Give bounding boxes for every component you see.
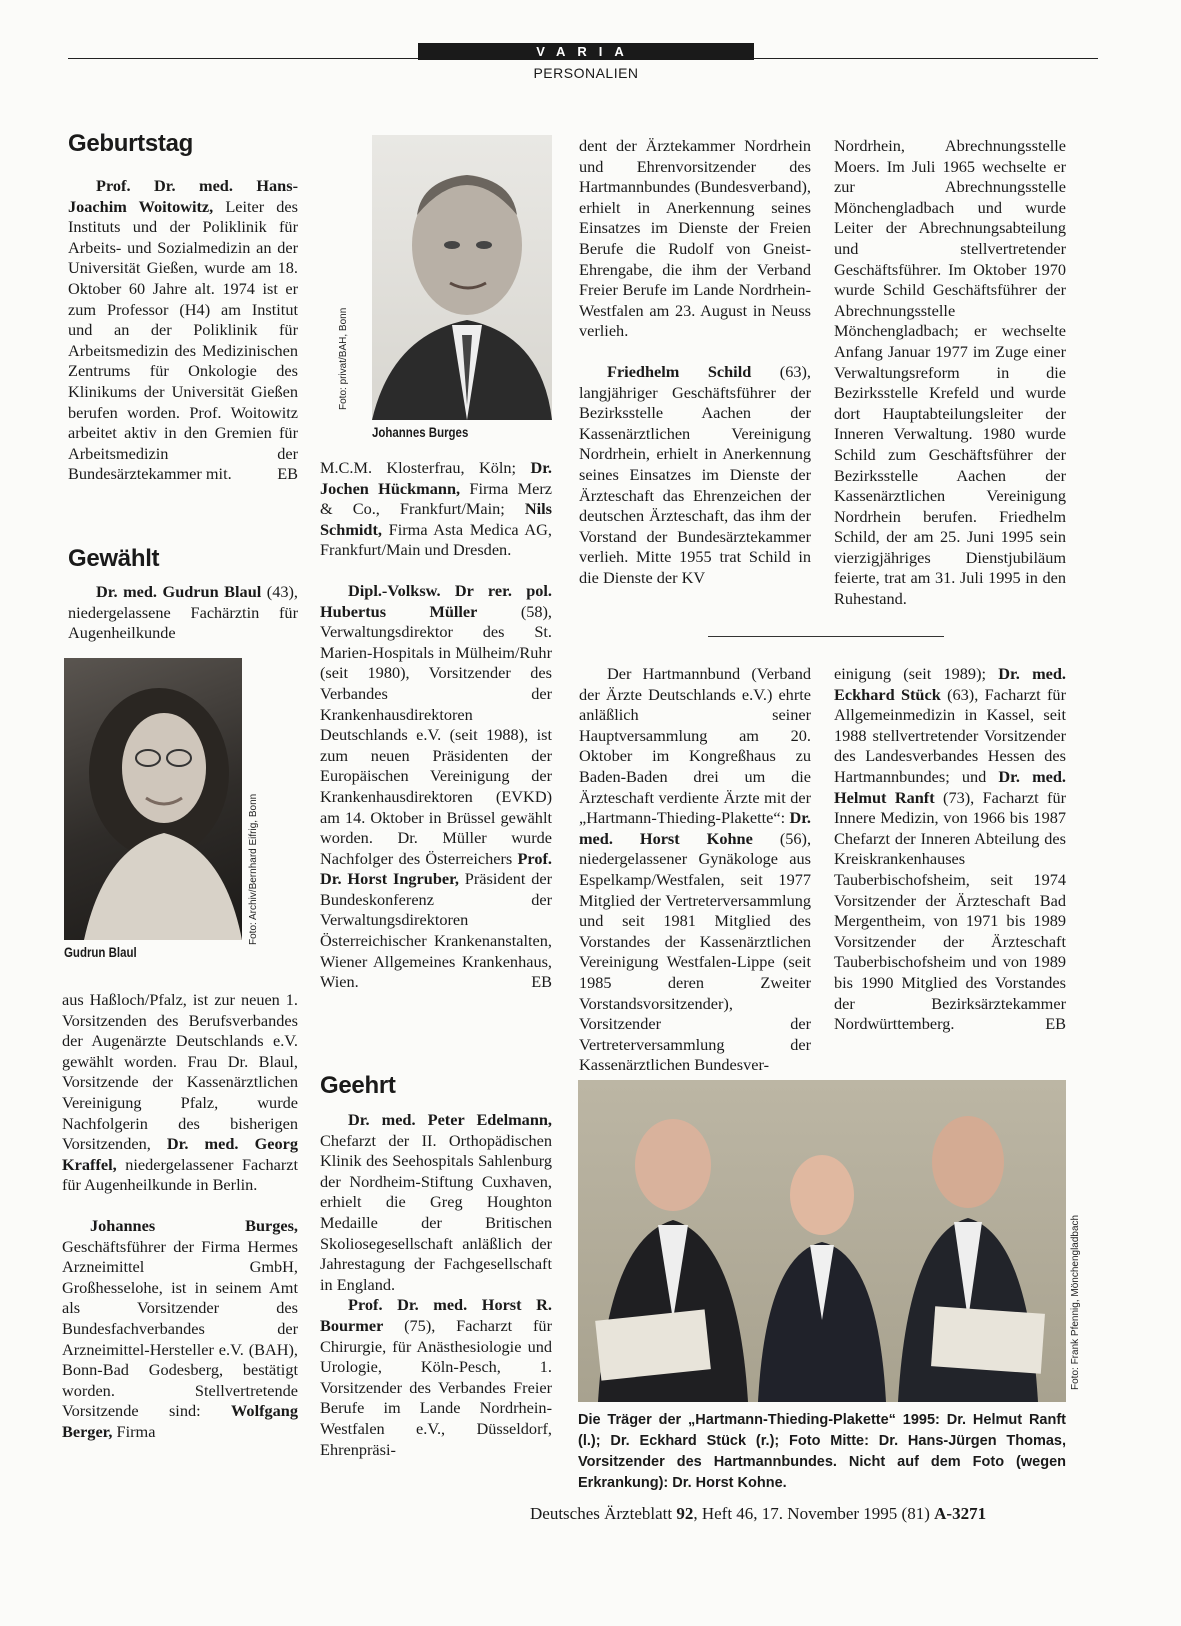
- heading-gewaehlt: Gewählt: [68, 545, 160, 572]
- photo-credit: Foto: Archiv/Bernhard Eifrig, Bonn: [248, 793, 259, 945]
- article-blaul-continued: aus Haßloch/Pfalz, ist zur neuen 1. Vorsitzenden des Berufsverbandes der Augenärzte Deutschlands e.V. gewählt worden. Frau Dr. Blaul, Vorsitzende der Kassenärztlichen Vereinigung Pfalz, wurde Nachfolgerin des bisherigen Vorsitzenden, Dr. med. Georg Kraffel, niedergelassener Facharzt für Augenheilkunde in Berlin. Johannes Burges, Geschäftsführer der Firma Hermes Arzneimittel GmbH, Großhesselohe, ist in seinem Amt als Vorsitzender des Bundesfachverbandes der Arzneimittel-Hersteller e.V. (BAH), Bonn-Bad Godesberg, bestätigt worden. Stellvertretende Vorsitzende sind: Wolfgang Berger, Firma: [62, 990, 298, 1441]
- person-name: Dipl.-Volksw. Dr rer. pol. Hubertus Müller: [320, 580, 552, 621]
- signature: EB: [277, 464, 298, 484]
- photo-credit: Foto: Frank Pfennig, Mönchengladbach: [1070, 1214, 1081, 1390]
- portrait-photo-burges: [372, 135, 552, 420]
- portrait-illustration: [64, 658, 242, 940]
- group-photo-caption: Die Träger der „Hartmann-Thieding-Plakette“ 1995: Dr. Helmut Ranft (l.); Dr. Eckhard Stück (r.); Foto Mitte: Dr. Hans-Jürgen Thomas, Vorsitzender des Hartmannbundes. Nicht auf dem Foto (wegen Erkrankung): Dr. Horst Kohne.: [578, 1412, 1066, 1491]
- volume-number: 92: [676, 1504, 694, 1523]
- person-name: Prof. Dr. med. Hans-Joachim Woitowitz,: [68, 176, 298, 216]
- person-name: Johannes Burges,: [90, 1215, 298, 1235]
- person-name: Dr. med. Peter Edelmann,: [348, 1110, 552, 1129]
- section-divider: [708, 636, 944, 637]
- article-hartmannbund: Der Hartmannbund (Verband der Ärzte Deutschlands e.V.) ehrte anläßlich seiner Hauptversammlung am 20. Oktober im Kongreßhaus zu Baden-Baden drei um die Ärzteschaft verdiente Ärzte mit der „Hartmann-Thieding-Plakette“: Dr. med. Horst Kohne (56), niedergelassener Gynäkologe aus Espelkamp/Westfalen, seit 1977 Mitglied der Vertreterversammlung und seit 1981 Mitglied des Vorstandes der Kassenärztlichen Vereinigung Westfalen-Lippe (seit 1985 deren Zweiter Vorstandsvorsitzender), Vorsitzender der Vertreterversammlung der Kassenärztlichen Bundesver-: [579, 664, 812, 1075]
- photo-caption: Johannes Burges: [372, 424, 469, 440]
- heading-geehrt: Geehrt: [320, 1072, 396, 1099]
- portrait-photo-blaul: [64, 658, 242, 940]
- person-name: Friedhelm Schild: [607, 361, 752, 381]
- photo-credit: Foto: privat/BAH, Bonn: [338, 307, 349, 410]
- article-edelmann: Dr. med. Peter Edelmann, Chefarzt der II. Orthopädischen Klinik des Seehospitals Sahlenburg der Nordheim-Stiftung Cuxhaven, erhielt die Greg Houghton Medaille der Britischen Skoliosegesellschaft anläßlich der Jahrestagung der Fachgesellschaft in England. Prof. Dr. med. Horst R. Bourmer (75), Facharzt für Chirurgie, für Anästhesiologie und Urologie, Köln-Pesch, 1. Vorsitzender des Verbandes Freier Berufe im Lande Nordrhein-Westfalen e.V., Düsseldorf, Ehrenpräsi-: [320, 1110, 552, 1459]
- signature: EB: [1045, 1014, 1066, 1034]
- photo-caption: Gudrun Blaul: [64, 944, 137, 960]
- group-photo: [578, 1080, 1066, 1402]
- signature: EB: [531, 972, 552, 992]
- person-name: Nils Schmidt,: [320, 499, 552, 539]
- portrait-illustration: [372, 135, 552, 420]
- person-name: Prof. Dr. Horst Ingruber,: [320, 848, 552, 889]
- group-photo-illustration: [578, 1080, 1066, 1402]
- person-name: Prof. Dr. med. Horst R. Bourmer: [320, 1295, 552, 1335]
- article-woitowitz: Prof. Dr. med. Hans-Joachim Woitowitz, Leiter des Instituts und der Poliklinik für Arbeits- und Sozialmedizin an der Universität Gießen, wurde am 18. Oktober 60 Jahre alt. 1974 ist er zum Professor (H4) am Institut und an der Poliklinik für Arbeitsmedizin des Medizinischen Zentrums für Onkologie des Klinikums der Universität Gießen berufen worden. Prof. Woitowitz arbeitet aktiv in den Gremien für Arbeitsmedizin der Bundesärztekammer mit. EB: [68, 176, 298, 484]
- person-name: Dr. med. Helmut Ranft: [834, 766, 1066, 807]
- article-schild-continued: Nordrhein, Abrechnungsstelle Moers. Im Juli 1965 wechselte er zur Abrechnungsstelle Mönchengladbach und wurde Leiter der Abrechnungsabteilung und stellvertretender Geschäftsführer. Im Oktober 1970 wurde Schild Geschäftsführer der Abrechnungsstelle Mönchengladbach; er wechselte Anfang Januar 1977 im Zuge einer Verwaltungsreform in die Bezirksstelle Krefeld und wurde dort Hauptabteilungsleiter der Inneren Verwaltung. 1980 wurde Schild zum Geschäftsführer der Bezirksstelle Aachen der Kassenärztlichen Vereinigung Nordrhein berufen. Friedhelm Schild, der am 25. Juni 1995 sein vierzigjähriges Dienstjubiläum feierte, trat am 31. Juli 1995 in den Ruhestand.: [834, 136, 1066, 609]
- person-name: Dr. med. Horst Kohne: [579, 808, 811, 848]
- article-blaul: Dr. med. Gudrun Blaul (43), niedergelassene Fachärztin für Augenheilkunde: [68, 582, 299, 643]
- person-name: Dr. med. Gudrun Blaul: [96, 582, 262, 601]
- section-label: VARIA: [418, 43, 754, 60]
- subsection-label: PERSONALIEN: [533, 65, 639, 81]
- article-hartmannbund-continued: einigung (seit 1989); Dr. med. Eckhard Stück (63), Facharzt für Allgemeinmedizin in Kassel, seit 1988 stellvertretender Vorsitzender des Landesverbandes Hessen des Hartmannbundes; und Dr. med. Helmut Ranft (73), Facharzt für Innere Medizin, von 1966 bis 1987 Chefarzt der Inneren Abteilung des Kreiskrankenhauses Tauberbischofsheim, seit 1974 Vorsitzender der Ärzteschaft Bad Mergentheim, von 1971 bis 1989 Vorsitzender der Ärzteschaft Tauberbischofsheim und von 1989 bis 1990 Mitglied des Vorstandes der Bezirksärztekammer Nordwürttemberg. EB: [834, 664, 1067, 1034]
- page-number: A-3271: [934, 1504, 987, 1523]
- heading-geburtstag: Geburtstag: [68, 130, 194, 157]
- person-name: Wolfgang Berger,: [62, 1401, 298, 1441]
- person-name: Dr. med. Eckhard Stück: [834, 664, 1066, 704]
- person-name: Dr. med. Georg Kraffel,: [62, 1134, 298, 1174]
- article-berger-continued: M.C.M. Klosterfrau, Köln; Dr. Jochen Hückmann, Firma Merz & Co., Frankfurt/Main; Nils Schmidt, Firma Asta Medica AG, Frankfurt/Main und Dresden. Dipl.-Volksw. Dr rer. pol. Hubertus Müller (58), Verwaltungsdirektor des St. Marien-Hospitals in Mülheim/Ruhr (seit 1980), Vorsitzender des Verbandes der Krankenhausdirektoren Deutschlands e.V. (seit 1988), ist zum neuen Präsidenten der Europäischen Vereinigung der Krankenhausdirektoren (EVKD) am 14. Oktober in Brüssel gewählt worden. Dr. Müller wurde Nachfolger des Österreichers Prof. Dr. Horst Ingruber, Präsident der Bundeskonferenz der Verwaltungsdirektoren Österreichischer Krankenanstalten, Wiener Allgemeines Krankenhaus, Wien. EB: [320, 458, 553, 992]
- page-footer: Deutsches Ärzteblatt 92, Heft 46, 17. November 1995 (81) A-3271: [530, 1504, 987, 1523]
- person-name: Dr. Jochen Hückmann,: [320, 458, 552, 498]
- article-bourmer-continued: dent der Ärztekammer Nordrhein und Ehrenvorsitzender des Hartmannbundes (Bundesverband), erhielt in Anerkennung seines Einsatzes im Dienste der Freien Berufe die Rudolf von Gneist-Ehrengabe, die ihm der Verband Freier Berufe im Lande Nordrhein-Westfalen am 23. August in Neuss verlieh. Friedhelm Schild (63), langjähriger Geschäftsführer der Bezirksstelle Aachen der Kassenärztlichen Vereinigung Nordrhein, erhielt in Anerkennung seines Einsatzes im Dienste der Ärzteschaft das Ehrenzeichen der deutschen Ärzteschaft, das ihm der Vorstand der Bundesärztekammer verlieh. Mitte 1955 trat Schild in die Dienste der KV: [579, 136, 811, 587]
